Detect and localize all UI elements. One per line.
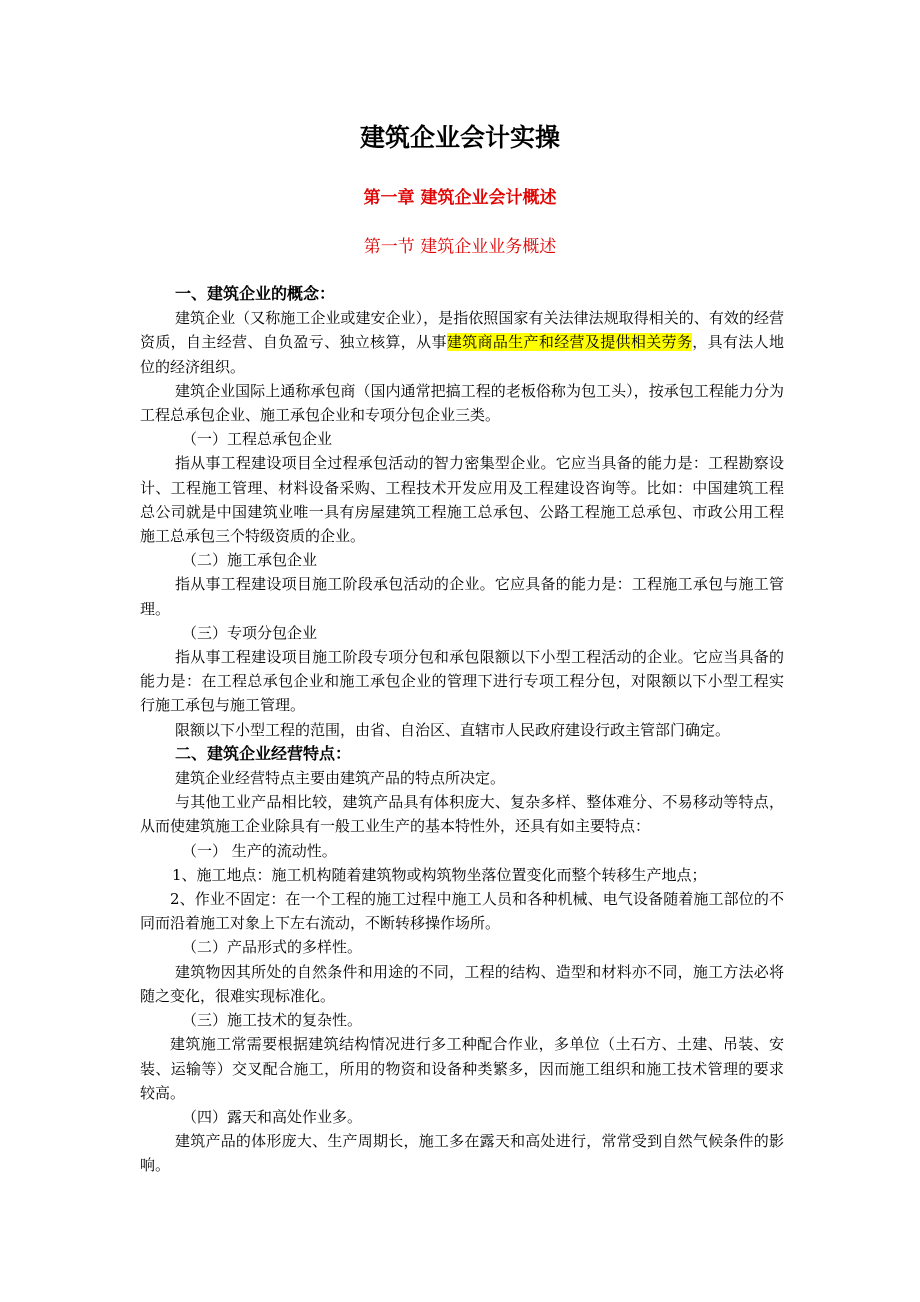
definition-text-a: 建筑企业（又称施工企业或建安企业），是指依照国家有关法律法规取得相关的、有效的经营资质，自主经营、自负盈亏、独立核算，从事 [140, 309, 784, 352]
document-body [140, 282, 784, 1178]
paragraph-limit-scope: 限额以下小型工程的范围，由省、自治区、直辖市人民政府建设行政主管部门确定。 [175, 720, 731, 739]
heading-concept: 一、建筑企业的概念： [175, 284, 336, 303]
paragraph-specialty-subcontractor: 指从事工程建设项目施工阶段专项分包和承包限额以下小型工程活动的企业。它应当具备的能力是：在工程总承包企业和施工承包企业的管理下进行专项工程分包，对限额以下小型工程实行施工承包与施工管理。 [140, 648, 784, 715]
paragraph-characteristics-detail: 与其他工业产品相比较，建筑产品具有体积庞大、复杂多样、整体难分、不易移动等特点，从而使建筑施工企业除具有一般工业生产的基本特性外，还具有如主要特点： [140, 793, 784, 836]
subheading-mobility: （一） 生产的流动性。 [182, 841, 337, 860]
paragraph-complexity: 建筑施工常需要根据建筑结构情况进行多工种配合作业，多单位（土石方、土建、吊装、安装、运输等）交叉配合施工，所用的物资和设备种类繁多，因而施工组织和施工技术管理的要求较高。 [140, 1035, 784, 1102]
paragraph-construction-contractor: 指从事工程建设项目施工阶段承包活动的企业。它应具备的能力是：工程施工承包与施工管理。 [140, 575, 784, 618]
paragraph-diversity: 建筑物因其所处的自然条件和用途的不同，工程的结构、造型和材料亦不同，施工方法必将随之变化，很难实现标准化。 [140, 962, 784, 1005]
paragraph-characteristics-intro: 建筑企业经营特点主要由建筑产品的特点所决定。 [175, 769, 506, 788]
document-title: 建筑企业会计实操 [359, 123, 560, 152]
paragraph-outdoor-work: 建筑产品的体形庞大、生产周期长，施工多在露天和高处进行，常常受到自然气候条件的影响。 [140, 1132, 784, 1175]
heading-characteristics: 二、建筑企业经营特点： [175, 743, 352, 763]
subheading-specialty-subcontractor: （三）专项分包企业 [182, 623, 318, 642]
definition-text-b: ，具有法人地位的经济组织。 [140, 333, 784, 376]
paragraph-general-contractor: 指从事工程建设项目全过程承包活动的智力密集型企业。它应当具备的能力是：工程勘察设计、工程施工管理、材料设备采购、工程技术开发应用及工程建设咨询等。比如：中国建筑工程总公司就是中国建筑业唯一具有房屋建筑工程施工总承包、公路工程施工总承包、市政公用工程施工总承包三个特级资质的企业。 [140, 454, 784, 546]
paragraph-mobility-1: 1、施工地点：施工机构随着建筑物或构筑物坐落位置变化而整个转移生产地点； [172, 865, 707, 884]
subheading-general-contractor: （一）工程总承包企业 [182, 430, 333, 449]
paragraph-classification: 建筑企业国际上通称承包商（国内通常把搞工程的老板俗称为包工头），按承包工程能力分为工程总承包企业、施工承包企业和专项分包企业三类。 [140, 381, 784, 425]
subheading-outdoor-work: （四）露天和高处作业多。 [182, 1107, 363, 1126]
subheading-complexity: （三）施工技术的复杂性。 [182, 1011, 363, 1030]
highlighted-text: 建筑商品生产和经营及提供相关劳务 [446, 333, 693, 352]
section-heading: 第一节 建筑企业业务概述 [363, 237, 557, 257]
paragraph-mobility-2: 2、作业不固定：在一个工程的施工过程中施工人员和各种机械、电气设备随着施工部位的不同而沿着施工对象上下左右流动，不断转移操作场所。 [140, 890, 784, 933]
chapter-heading: 第一章 建筑企业会计概述 [363, 188, 557, 208]
subheading-construction-contractor: （二）施工承包企业 [182, 551, 318, 570]
paragraph-definition [140, 306, 784, 379]
subheading-diversity: （二）产品形式的多样性。 [182, 938, 363, 957]
